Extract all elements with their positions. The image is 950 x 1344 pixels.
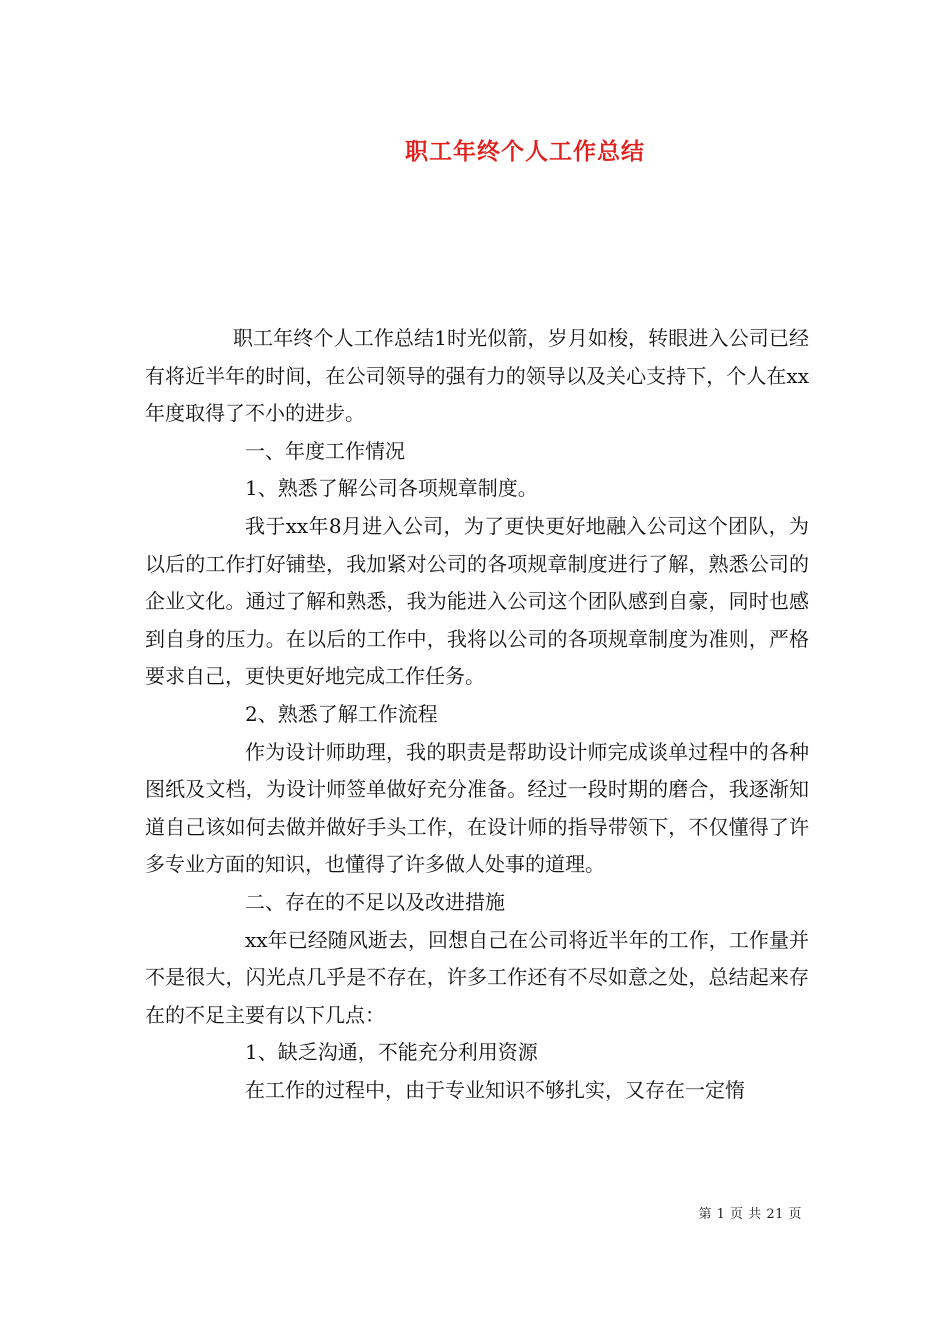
document-title: 职工年终个人工作总结 [405, 138, 645, 165]
subheading-communication: 1、缺乏沟通，不能充分利用资源 [245, 1040, 538, 1065]
paragraph-rules: 我于xx年8月进入公司，为了更快更好地融入公司这个团队，为以后的工作打好铺垫，我加紧对公司的各项规章制度进行了解，熟悉公司的企业文化。通过了解和熟悉，我为能进入公司这个团队感到自豪，同时也感到自身的压力。在以后的工作中，我将以公司的各项规章制度为准则，严格要求自己，更快更好地完成工作任务。 [145, 513, 809, 689]
subheading-rules: 1、熟悉了解公司各项规章制度。 [245, 476, 538, 501]
paragraph-communication: 在工作的过程中，由于专业知识不够扎实，又存在一定惰 [245, 1077, 745, 1102]
heading-annual-work: 一、年度工作情况 [245, 438, 405, 463]
paragraph-intro: 职工年终个人工作总结1时光似箭，岁月如梭，转眼进入公司已经有将近半年的时间，在公司领导的强有力的领导以及关心支持下，个人在xx年度取得了不小的进步。 [145, 326, 809, 426]
page-number-footer: 第 1 页 共 21 页 [698, 1207, 802, 1222]
paragraph-shortcomings: xx年已经随风逝去，回想自己在公司将近半年的工作，工作量并不是很大，闪光点几乎是不存在，许多工作还有不尽如意之处，总结起来存在的不足主要有以下几点： [145, 927, 809, 1027]
document-body [145, 320, 809, 1109]
heading-shortcomings: 二、存在的不足以及改进措施 [245, 889, 505, 914]
paragraph-workflow: 作为设计师助理，我的职责是帮助设计师完成谈单过程中的各种图纸及文档，为设计师签单做好充分准备。经过一段时期的磨合，我逐渐知道自己该如何去做并做好手头工作，在设计师的指导带领下，不仅懂得了许多专业方面的知识，也懂得了许多做人处事的道理。 [145, 739, 809, 877]
subheading-workflow: 2、熟悉了解工作流程 [245, 701, 438, 726]
